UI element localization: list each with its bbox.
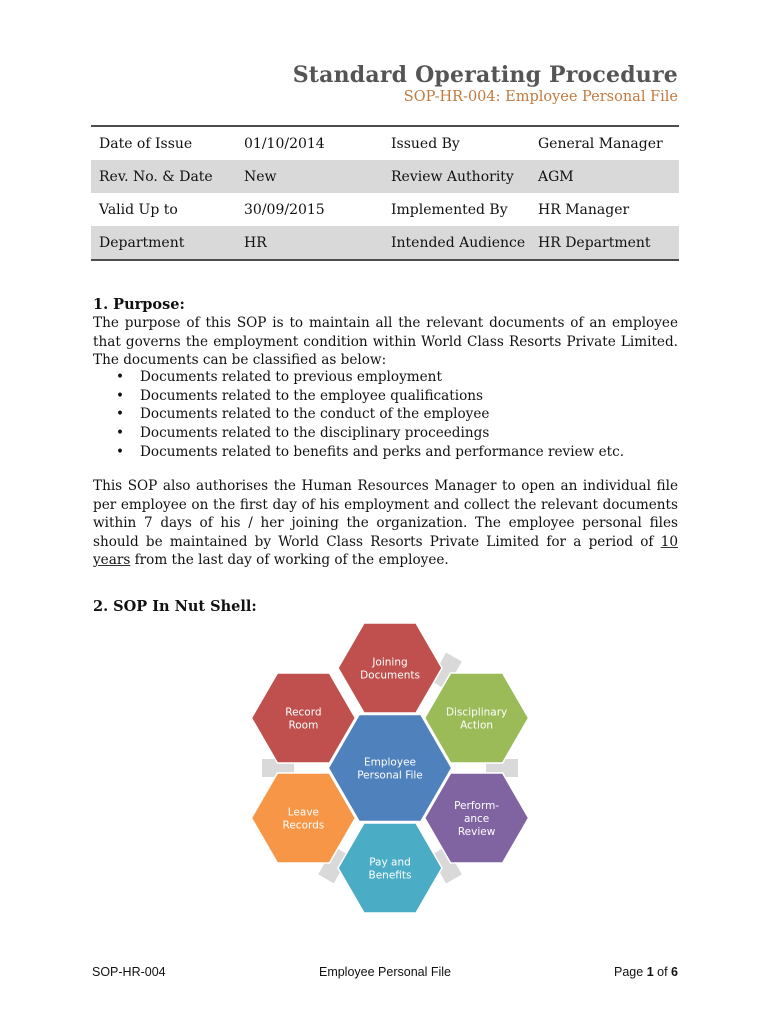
info-value-cell: 30/09/2015 — [244, 201, 325, 218]
purpose-bullet-list — [116, 368, 624, 462]
cycle-node-label-line: ance — [463, 813, 490, 825]
cycle-node-label-line: Review — [457, 826, 496, 838]
purpose-heading: 1. Purpose: — [93, 296, 185, 313]
center-hexagon-label-line: Employee — [363, 756, 417, 769]
page-current: 1 — [646, 965, 654, 979]
info-value-cell: 01/10/2014 — [244, 135, 325, 152]
info-value-cell: General Manager — [538, 135, 663, 152]
document-info-table — [91, 125, 679, 261]
info-label-cell: Rev. No. & Date — [91, 160, 236, 193]
cycle-node-label — [369, 857, 412, 882]
page-word: Page — [614, 965, 644, 979]
info-value-cell: HR Department — [530, 226, 679, 260]
bullet-dot-icon: • — [116, 406, 125, 423]
cycle-node-label-line: Record — [285, 706, 322, 719]
nutshell-heading: 2. SOP In Nut Shell: — [93, 598, 257, 615]
bullet-item — [116, 424, 624, 443]
purpose-second-paragraph — [93, 477, 678, 570]
cycle-node-label-line: Action — [460, 719, 494, 732]
cycle-node-label — [285, 707, 321, 732]
cycle-node-label-line: Disciplinary — [445, 706, 508, 719]
page-footer — [92, 965, 678, 983]
info-row — [91, 126, 679, 160]
info-value-cell: HR Manager — [538, 201, 630, 218]
bullet-text: Documents related to the employee qualifications — [140, 387, 484, 404]
cycle-node-label-line: Room — [288, 719, 319, 732]
cycle-node-label-line: Benefits — [368, 869, 412, 882]
info-label-cell: Department — [91, 226, 236, 260]
cycle-node-label — [283, 807, 325, 832]
bullet-text: Documents related to the conduct of the employee — [140, 406, 490, 423]
footer-sop-code: SOP-HR-004 — [92, 965, 166, 979]
cycle-node-label-line: Pay and — [369, 856, 411, 869]
bullet-item — [116, 368, 624, 387]
sop-cycle-diagram — [240, 620, 540, 920]
bullet-text: Documents related to benefits and perks and performance review etc. — [140, 443, 625, 460]
info-row — [91, 226, 679, 260]
bullet-dot-icon: • — [116, 369, 125, 385]
document-subtitle: SOP-HR-004: Employee Personal File — [403, 89, 678, 105]
footer-document-name: Employee Personal File — [318, 965, 451, 979]
cycle-node-label-line: Records — [282, 819, 325, 832]
retention-period: 10 years — [93, 533, 678, 568]
info-row — [91, 160, 679, 193]
info-value-cell: New — [236, 160, 383, 193]
purpose-intro-paragraph: The purpose of this SOP is to maintain all the relevant documents of an employee that governs the employment condition within World Class Resorts Private Limited. The documents can be classified as below: — [93, 315, 678, 368]
bullet-text: Documents related to previous employment — [140, 369, 442, 385]
info-label-cell: Date of Issue — [99, 135, 193, 152]
info-label-cell: Issued By — [391, 135, 460, 152]
cycle-node-label-line: Perform- — [454, 800, 500, 812]
info-value-cell: AGM — [530, 160, 679, 193]
document-title: Standard Operating Procedure — [292, 62, 678, 88]
bullet-text: Documents related to the disciplinary proceedings — [140, 425, 490, 442]
info-value-cell: HR — [236, 226, 383, 260]
cycle-node-label-line: Joining — [372, 656, 408, 669]
bullet-item — [116, 443, 624, 462]
footer-page-number — [614, 965, 678, 979]
info-label-cell: Intended Audience — [383, 226, 530, 260]
info-label-cell: Review Authority — [383, 160, 530, 193]
page-total: 6 — [671, 965, 678, 979]
para2-text-after: from the last day of working of the employee. — [130, 552, 449, 568]
info-label-cell: Valid Up to — [99, 201, 178, 218]
info-row — [91, 193, 679, 226]
info-label-cell: Implemented By — [391, 201, 508, 218]
bullet-item — [116, 387, 624, 406]
cycle-node-label-line: Documents — [360, 669, 420, 682]
center-hexagon-label-line: Personal File — [357, 769, 423, 782]
cycle-node-label-line: Leave — [287, 806, 320, 819]
bullet-dot-icon: • — [116, 443, 125, 460]
para2-text-before: This SOP also authorises the Human Resources Manager to open an individual file per employee on the first day of his employment and collect the relevant documents within 7 days of his / her joining the organization. The employee personal files should be maintained by World Class Resorts Private Limited for a period of — [93, 478, 678, 550]
bullet-item — [116, 405, 624, 424]
bullet-dot-icon: • — [116, 387, 125, 404]
bullet-dot-icon: • — [116, 425, 125, 442]
of-word: of — [657, 965, 668, 979]
center-hexagon-label — [357, 757, 423, 782]
